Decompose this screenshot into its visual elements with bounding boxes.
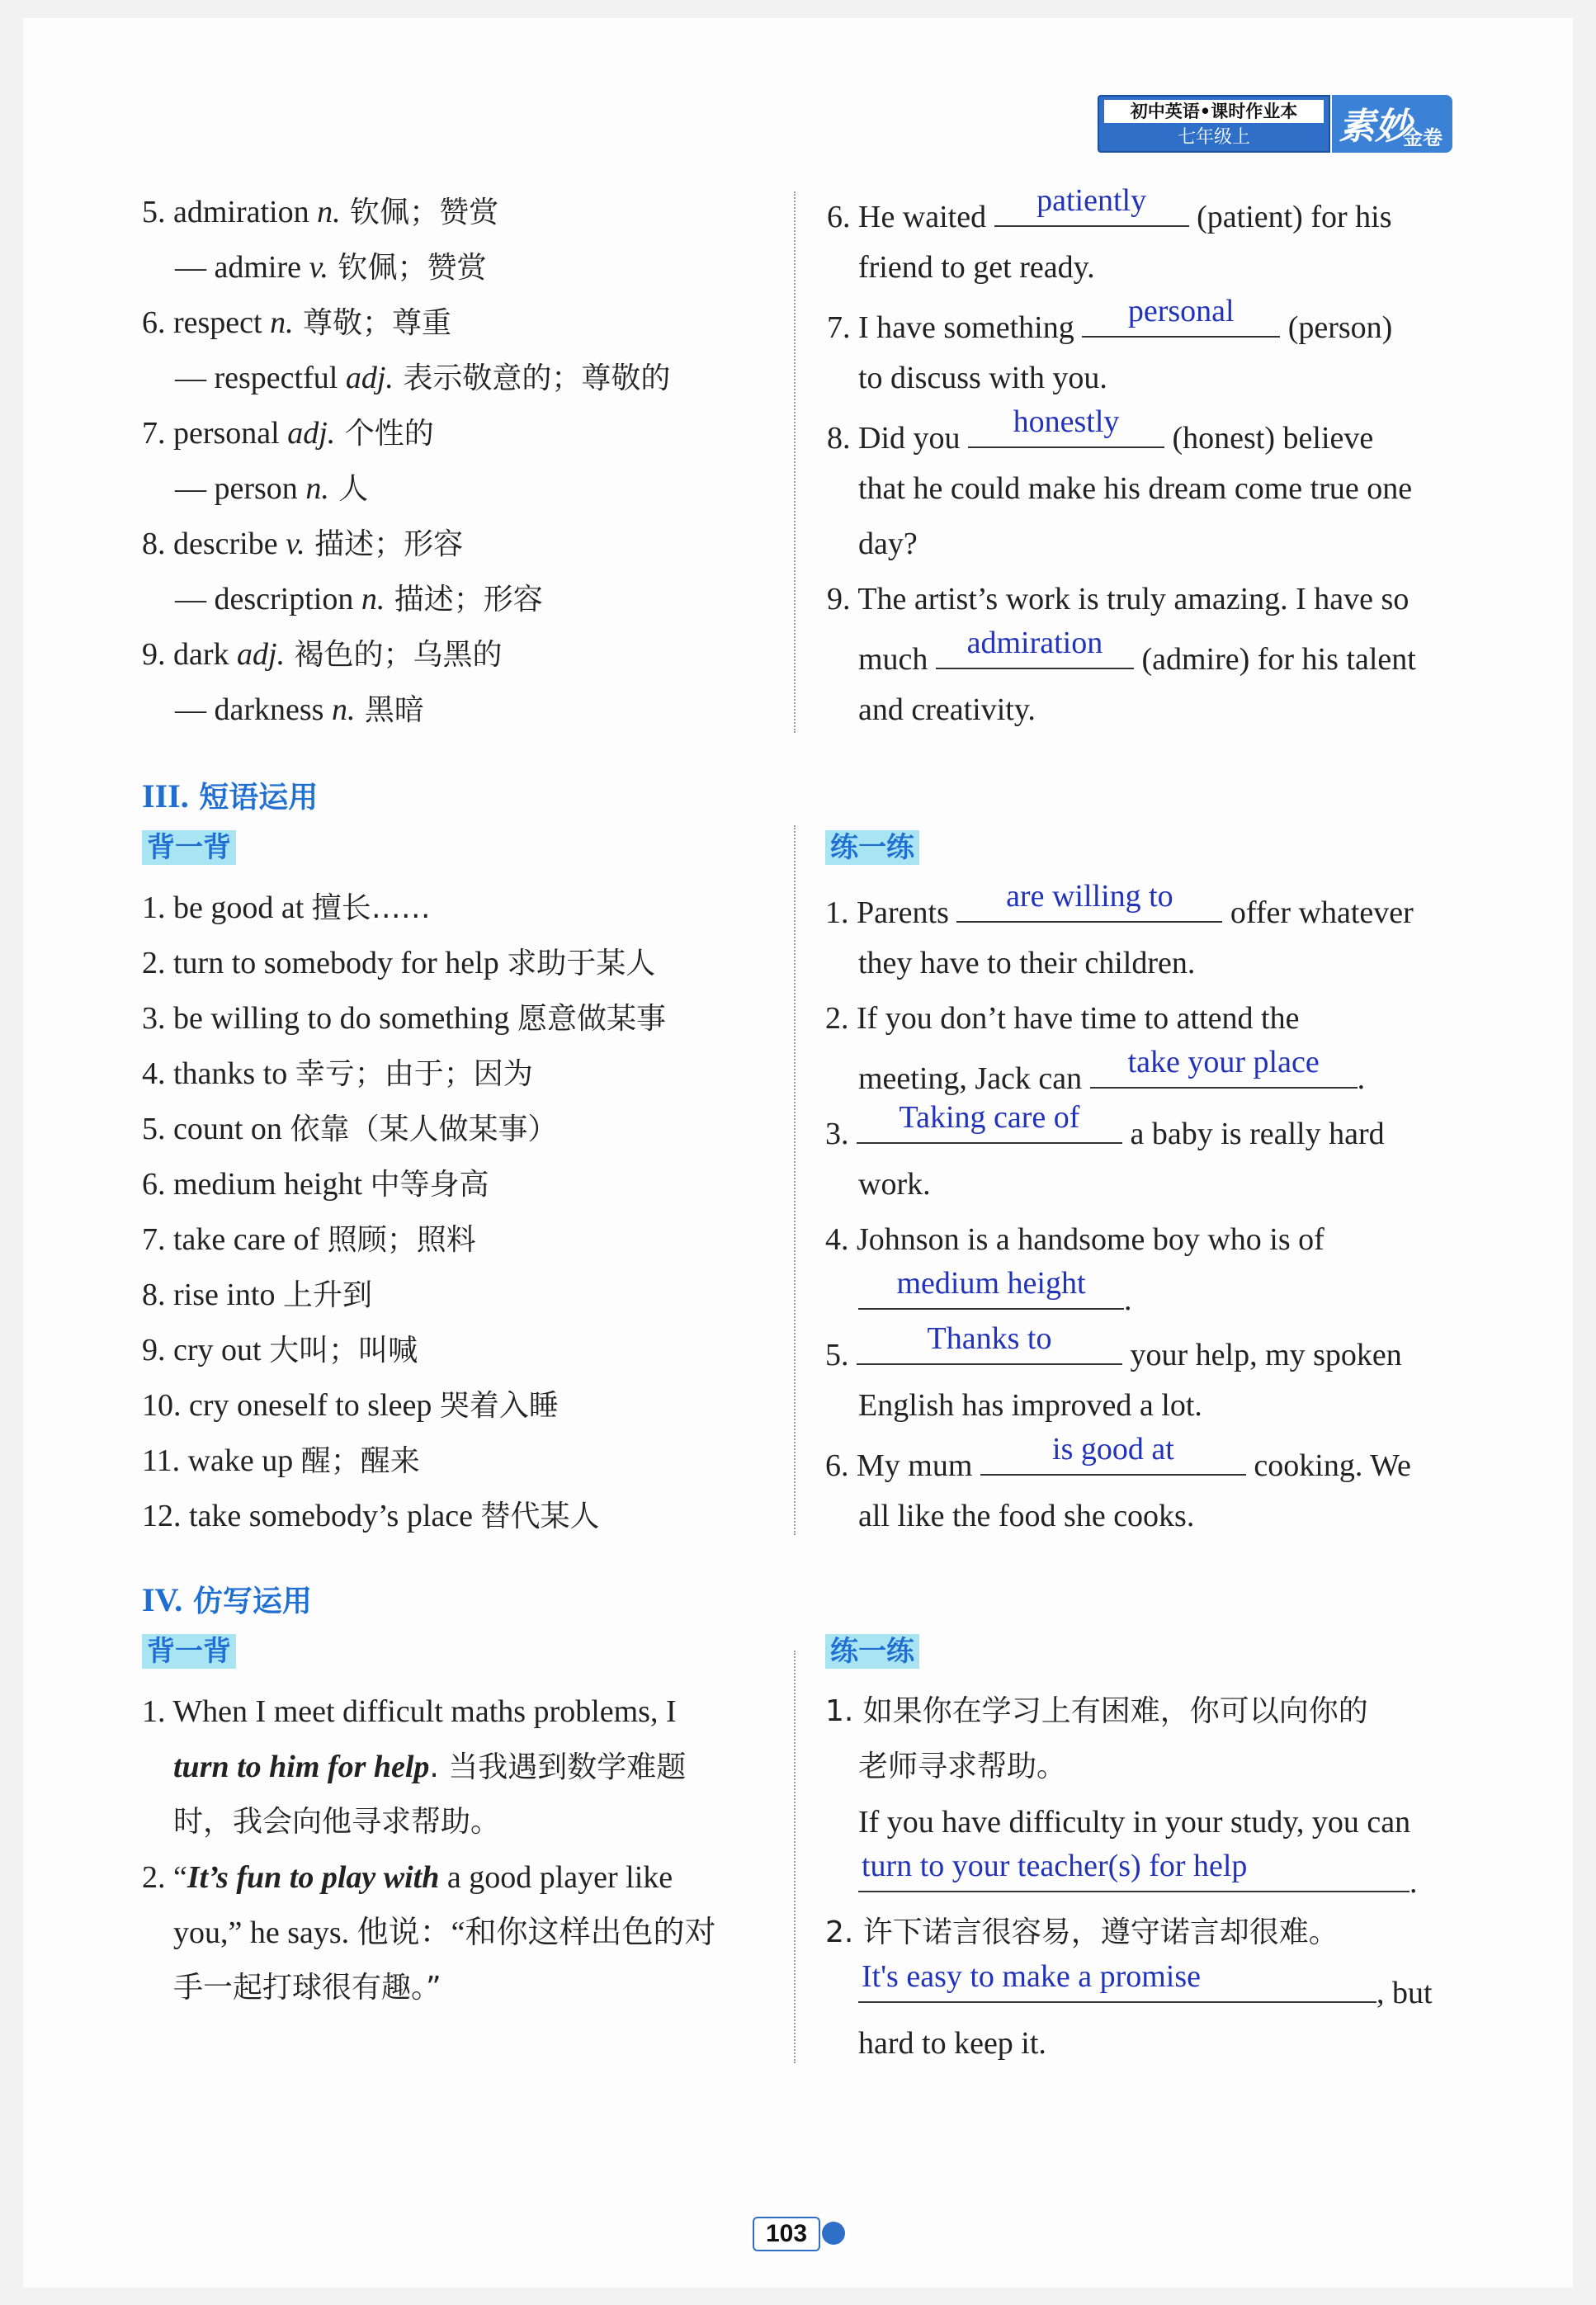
p2-end: . [1357,1061,1366,1096]
translate-1-answer-line [858,1849,1418,1902]
phrase-chinese: 幸亏；由于；因为 [295,1057,533,1091]
q7-text: 7. I have something [827,310,1083,345]
phrase-english: 5. count on [142,1112,290,1146]
p1-rest: offer whatever [1222,895,1414,930]
page-number-box: 103 [753,2217,820,2251]
p2-line1: 2. If you don’t have time to attend the [825,1001,1300,1036]
page-dot-icon [822,2222,845,2245]
brand-name: 素妙 [1339,106,1411,148]
vocab-meaning: 黑暗 [355,693,424,727]
exercise-q6 [827,183,1392,237]
vocab-word: — respectful [175,361,346,395]
column-divider [794,191,796,733]
phrase-chinese: 照顾；照料 [327,1223,476,1257]
p4-blank [858,1266,1124,1310]
q9-blank [936,626,1134,669]
q7-answer: personal [1127,294,1235,328]
phrase-item [142,1275,372,1315]
vocab-item [142,635,503,675]
p5-blank [857,1321,1122,1365]
vocab-item [175,579,543,620]
p1-answer: are willing to [1006,879,1173,914]
p3-text: 3. [825,1117,857,1151]
exercise-q9 [858,626,1416,679]
vocab-item [175,358,670,399]
grade-label: 七年级上 [1177,127,1250,148]
translate-1-end: . [1409,1865,1418,1900]
q8-line3: day? [858,527,918,561]
brand-sub: 金卷 [1403,126,1443,149]
section-heading-4 [142,1578,312,1620]
series-badge [1098,95,1452,153]
phrase-english: 3. be willing to do something [142,1001,517,1036]
vocab-pos: v. [309,250,329,285]
p6-rest: cooking. We [1245,1448,1411,1483]
vocab-pos: n. [361,582,385,616]
vocab-meaning: 描述；形容 [385,583,543,616]
tag-practice: 练一练 [825,1634,919,1669]
imitate-1-pattern: turn to him for help [173,1750,430,1784]
vocab-pos: adj. [287,416,336,451]
exercise-q8 [827,404,1374,458]
vocab-item [175,248,487,288]
q6-text: 6. He waited [827,200,994,234]
translate-2-blank [858,1959,1376,2003]
phrase-item [142,1164,489,1205]
phrase-item [142,1330,418,1371]
phrase-english: 8. rise into [142,1278,283,1312]
p3-line2: work. [858,1167,931,1202]
exercise-q7 [827,294,1393,347]
phrase-chinese: 上升到 [282,1278,372,1312]
translate-1-blank [858,1849,1409,1892]
p5-answer: Thanks to [927,1321,1052,1356]
translate-2-answer-line [858,1959,1433,2013]
imitate-1-line2 [173,1747,686,1788]
q9-text: much [858,642,936,677]
p2-answer: take your place [1127,1045,1320,1079]
p5-line2: English has improved a lot. [858,1388,1202,1423]
vocab-word: 6. respect [142,305,271,340]
vocab-meaning: 钦佩；赞赏 [340,196,499,229]
phrase-chinese: 擅长…… [311,891,431,925]
phrase-english: 11. wake up [142,1443,301,1478]
imitate-1-translation: . 当我遇到数学难题 [429,1750,687,1784]
p3-rest: a baby is really hard [1122,1117,1385,1151]
imitate-2-rest: a good player like [439,1860,673,1895]
vocab-meaning: 褐色的；乌黑的 [285,638,503,672]
practice-p2 [858,1045,1366,1098]
p6-blank [980,1432,1246,1476]
phrase-english: 10. cry oneself to sleep [142,1388,440,1423]
vocab-word: — admire [175,250,309,285]
phrase-english: 9. cry out [142,1333,270,1367]
vocab-meaning: 个性的 [335,417,434,451]
vocab-pos: n. [317,195,341,229]
q9-hint: (admire) for his talent [1133,642,1416,677]
q8-hint: (honest) believe [1164,421,1374,456]
phrase-chinese: 替代某人 [480,1500,600,1533]
p3-answer: Taking care of [899,1100,1080,1135]
page-number [753,2217,845,2250]
section-3-title: 短语运用 [188,781,319,815]
vocab-pos: n. [270,305,294,340]
vocab-word: 7. personal [142,416,288,451]
phrase-chinese: 大叫；叫喊 [269,1334,418,1367]
vocab-pos: n. [331,692,356,727]
phrase-item [142,943,655,984]
column-divider [794,825,796,1535]
vocab-item [175,690,424,730]
imitate-2-line2: you,” he says. 他说：“和你这样出色的对 [173,1915,716,1950]
phrase-chinese: 依靠（某人做某事） [290,1112,558,1146]
translate-2-line3: hard to keep it. [858,2026,1046,2061]
p6-text: 6. My mum [825,1448,980,1483]
phrase-item [142,1386,559,1426]
tag-practice: 练一练 [825,830,919,865]
vocab-pos: v. [286,527,305,561]
vocab-word: — darkness [175,692,332,727]
vocab-pos: n. [305,471,329,506]
p4-answer: medium height [896,1266,1086,1301]
translate-2-end: , but [1376,1976,1433,2010]
vocab-word: — description [175,582,361,616]
section-4-number: IV. [142,1581,183,1618]
vocab-meaning: 钦佩；赞赏 [328,251,487,285]
q7-line2: to discuss with you. [858,361,1107,395]
imitate-2-line1 [142,1858,673,1897]
phrase-item [142,1109,557,1150]
vocab-word: 8. describe [142,527,286,561]
vocab-pos: adj. [237,637,286,672]
q7-hint: (person) [1280,310,1393,345]
p4-line1: 4. Johnson is a handsome boy who is of [825,1222,1324,1257]
q6-answer: patiently [1036,183,1147,218]
phrase-item [142,1496,600,1537]
translate-2-answer: It's easy to make a promise [862,1959,1202,1994]
vocab-meaning: 尊敬；尊重 [293,306,452,340]
phrase-chinese: 醒；醒来 [300,1444,420,1478]
vocab-meaning: 人 [328,472,369,506]
p5-text: 5. [825,1338,857,1372]
practice-p5 [825,1321,1402,1375]
q7-blank [1082,294,1280,338]
imitate-2-line3: 手一起打球很有趣。” [173,1971,441,2005]
vocab-word: 5. admiration [142,195,318,229]
q8-answer: honestly [1013,404,1120,439]
vocab-item [142,192,498,233]
practice-p3 [825,1100,1385,1154]
vocab-item [175,469,368,509]
translate-1-answer: turn to your teacher(s) for help [862,1849,1248,1883]
imitate-1-line1: 1. When I meet difficult maths problems, I [142,1694,677,1729]
p1-blank [956,879,1222,923]
vocab-item [142,303,451,343]
p1-text: 1. Parents [825,895,957,930]
phrase-chinese: 求助于某人 [507,947,656,980]
imitate-2-number: 2. “ [142,1860,187,1895]
imitate-1-line3: 时，我会向他寻求帮助。 [173,1805,501,1839]
p4-end: . [1124,1282,1132,1317]
section-heading-3 [142,774,318,816]
practice-p1 [825,879,1414,933]
q8-line2: that he could make his dream come true one [858,471,1413,506]
phrase-english: 12. take somebody’s place [142,1499,481,1533]
vocab-word: — person [175,471,306,506]
imitate-2-pattern: It’s fun to play with [187,1860,440,1895]
phrase-item [142,1054,533,1094]
p1-line2: they have to their children. [858,946,1196,980]
q6-blank [994,183,1189,227]
phrase-chinese: 哭着入睡 [439,1389,559,1423]
phrase-english: 1. be good at [142,890,312,925]
phrase-chinese: 中等身高 [370,1168,489,1202]
p5-rest: your help, my spoken [1122,1338,1402,1372]
phrase-english: 2. turn to somebody for help [142,946,508,980]
phrase-english: 7. take care of [142,1222,328,1257]
vocab-item [142,413,434,454]
phrase-item [142,1441,420,1481]
practice-p6 [825,1432,1411,1485]
p3-blank [857,1100,1122,1144]
p2-blank [1090,1045,1358,1089]
q9-line3: and creativity. [858,692,1036,727]
series-title: 初中英语•课时作业本 [1104,100,1324,123]
translate-1-line2: 老师寻求帮助。 [858,1750,1067,1783]
vocab-item [142,524,463,564]
phrase-item [142,888,431,928]
q8-text: 8. Did you [827,421,968,456]
phrase-english: 4. thanks to [142,1056,295,1091]
p6-answer: is good at [1052,1432,1174,1467]
translate-2-line1: 2. 许下诺言很容易，遵守诺言却很难。 [825,1915,1339,1949]
vocab-pos: adj. [345,361,394,395]
column-divider [794,1651,796,2063]
series-label-box [1098,95,1330,153]
q6-hint: (patient) for his [1188,200,1392,234]
section-3-number: III. [142,777,189,815]
p2-text: meeting, Jack can [858,1061,1090,1096]
section-4-title: 仿写运用 [182,1585,312,1618]
brand-logo [1332,95,1452,153]
phrase-item [142,999,666,1039]
tag-recite: 背一背 [142,1634,236,1669]
vocab-meaning: 描述；形容 [305,527,464,561]
q9-answer: admiration [966,626,1103,660]
translate-1-line3: If you have difficulty in your study, you can [858,1805,1411,1840]
q8-blank [968,404,1164,448]
tag-recite: 背一背 [142,830,236,865]
phrase-english: 6. medium height [142,1167,371,1202]
phrase-chinese: 愿意做某事 [517,1002,666,1036]
translate-1-line1: 1. 如果你在学习上有困难，你可以向你的 [825,1694,1368,1728]
q6-line2: friend to get ready. [858,250,1095,285]
vocab-meaning: 表示敬意的；尊敬的 [393,361,671,395]
vocab-word: 9. dark [142,637,238,672]
phrase-item [142,1220,476,1260]
q9-line1: 9. The artist’s work is truly amazing. I have so [827,582,1409,616]
practice-p4 [858,1266,1132,1320]
p6-line2: all like the food she cooks. [858,1499,1195,1533]
